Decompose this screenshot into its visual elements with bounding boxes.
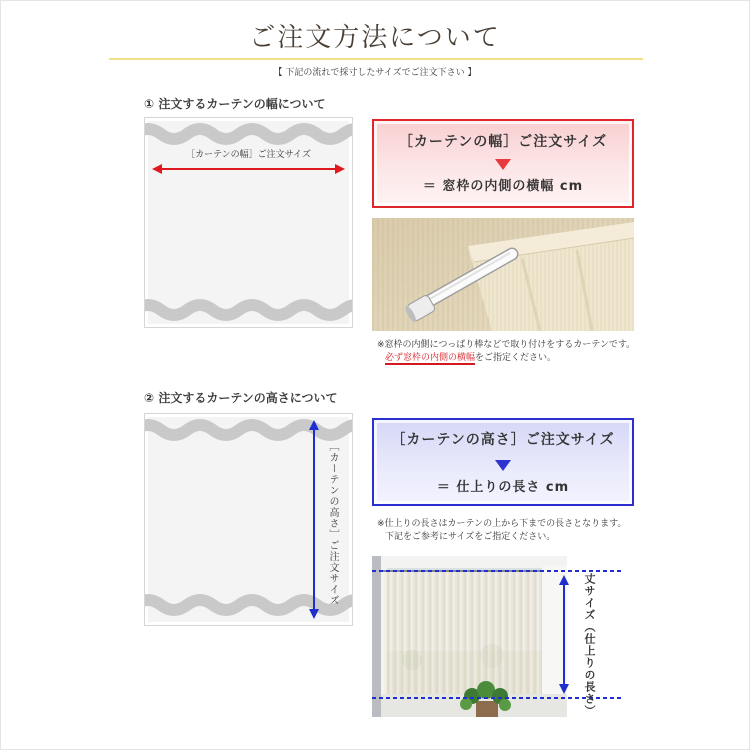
section1-heading: ① 注文するカーテンの幅について <box>144 97 326 111</box>
double-arrow-vertical-icon <box>559 575 569 694</box>
page-title: ご注文方法について <box>249 23 501 53</box>
width-diagram <box>144 117 353 328</box>
width-note-line2 <box>385 352 556 364</box>
page-subtitle: 【 下記の流れで採寸したサイズでご注文下さい 】 <box>273 68 477 78</box>
height-box-result: ＝ 仕上りの長さ cm <box>436 480 570 495</box>
section2-heading: ② 注文するカーテンの高さについて <box>144 391 338 405</box>
height-diagram <box>144 413 353 626</box>
height-order-box <box>372 418 634 506</box>
double-arrow-horizontal-icon <box>145 118 352 327</box>
down-triangle-icon <box>495 460 511 471</box>
width-note-line1: ※窓枠の内側につっぱり棒などで取り付けをするカーテンです。 <box>377 340 636 350</box>
double-arrow-vertical-icon <box>145 414 352 625</box>
height-photo-label: 丈サイズ（仕上りの長さ） <box>583 573 596 717</box>
width-box-result: ＝ 窓枠の内側の横幅 cm <box>422 179 584 194</box>
width-box-title: ［カーテンの幅］ご注文サイズ <box>398 134 608 150</box>
width-note-rest: をご指定ください。 <box>475 353 557 363</box>
curtain-rod-photo <box>372 218 634 331</box>
down-triangle-icon <box>495 159 511 170</box>
height-box-title: ［カーテンの高さ］ご注文サイズ <box>391 432 615 448</box>
width-order-box <box>372 119 634 208</box>
height-note-line2: 下記をご参考にサイズをご指定ください。 <box>385 532 556 542</box>
height-diagram-label: ［カーテンの高さ］ご注文サイズ <box>327 441 338 606</box>
title-underline <box>109 58 643 60</box>
height-note-line1: ※仕上りの長さはカーテンの上から下までの長さとなります。 <box>377 519 627 529</box>
width-note-emphasis: 必ず窓枠の内側の横幅 <box>385 353 476 363</box>
width-diagram-label: ［カーテンの幅］ご注文サイズ <box>186 150 311 160</box>
